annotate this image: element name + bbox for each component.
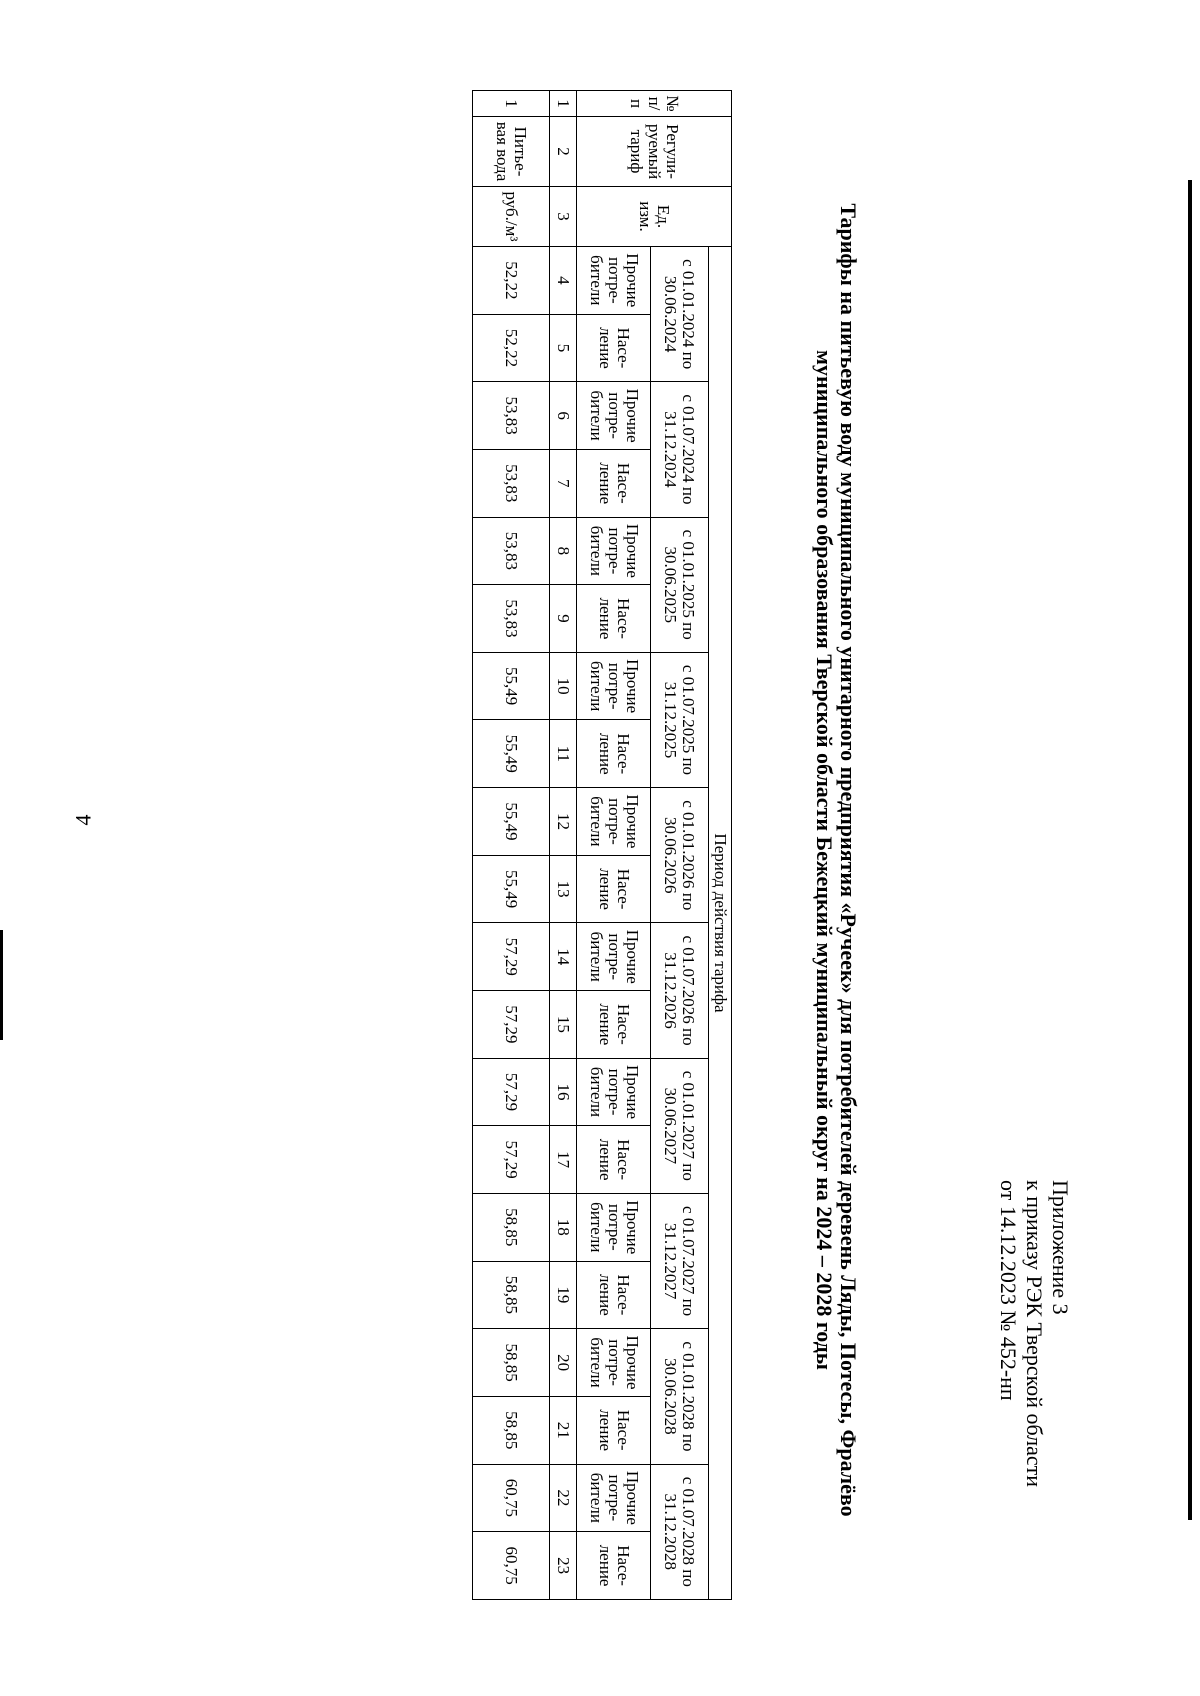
period-range: с 01.01.2024 по 30.06.2024 [650,247,708,382]
period-range: с 01.01.2028 по 30.06.2028 [650,1329,708,1464]
column-number: 1 [550,91,577,117]
tariff-value: 55,49 [473,652,550,720]
tariff-value: 60,75 [473,1532,550,1600]
column-number: 14 [550,923,577,991]
column-number: 20 [550,1329,577,1397]
subheader-population: Насе-ление [577,1261,650,1329]
column-number: 19 [550,1261,577,1329]
period-range: с 01.07.2024 по 31.12.2024 [650,382,708,517]
period-range: с 01.07.2026 по 31.12.2026 [650,923,708,1058]
header-tariff: Регули-руемый тариф [577,117,732,187]
tariff-value: 53,83 [473,585,550,653]
subheader-other: Прочие потре-бители [577,652,650,720]
subheader-other: Прочие потре-бители [577,1464,650,1532]
period-range: с 01.01.2025 по 30.06.2025 [650,517,708,652]
tariff-value: 57,29 [473,991,550,1059]
subheader-population: Насе-ление [577,855,650,923]
tariff-value: 58,85 [473,1193,550,1261]
column-number: 11 [550,720,577,788]
period-range: с 01.01.2026 по 30.06.2026 [650,788,708,923]
tariff-value: 53,83 [473,382,550,450]
subheader-population: Насе-ление [577,1126,650,1194]
tariff-value: 53,83 [473,517,550,585]
row-unit: руб./м³ [473,187,550,247]
subheader-other: Прочие потре-бители [577,382,650,450]
column-number: 23 [550,1532,577,1600]
tariff-value: 52,22 [473,247,550,315]
column-number: 21 [550,1396,577,1464]
page-number: 4 [70,814,96,826]
header-no: № п/п [577,91,732,117]
period-range: с 01.07.2025 по 31.12.2025 [650,652,708,787]
subheader-other: Прочие потре-бители [577,517,650,585]
column-number: 15 [550,991,577,1059]
column-number: 5 [550,314,577,382]
document-title [812,70,860,1650]
column-number: 3 [550,187,577,247]
column-number: 12 [550,788,577,856]
tariff-value: 52,22 [473,314,550,382]
column-number: 7 [550,449,577,517]
appendix-block [980,70,1120,1650]
tariff-value: 58,85 [473,1329,550,1397]
column-number: 17 [550,1126,577,1194]
scan-edge-line [1188,180,1192,1520]
column-number: 2 [550,117,577,187]
subheader-population: Насе-ление [577,1532,650,1600]
period-range: с 01.07.2028 по 31.12.2028 [650,1464,708,1599]
subheader-population: Насе-ление [577,449,650,517]
column-number: 16 [550,1058,577,1126]
subheader-other: Прочие потре-бители [577,247,650,315]
subheader-other: Прочие потре-бители [577,1329,650,1397]
tariff-value: 57,29 [473,1058,550,1126]
column-number: 18 [550,1193,577,1261]
subheader-population: Насе-ление [577,314,650,382]
column-number: 22 [550,1464,577,1532]
scan-edge-mark [0,930,3,1040]
title-line-1: Тарифы на питьевую воду муниципального унитарного предприятия «Ручеек» для потребителей деревень Ляды, Потесы, Фралёво [836,203,861,1517]
column-number: 10 [550,652,577,720]
appendix-order: к приказу РЭК Тверской области [1022,1180,1047,1488]
tariff-value: 57,29 [473,923,550,991]
tariff-table [472,90,732,1600]
period-range: с 01.01.2027 по 30.06.2027 [650,1058,708,1193]
subheader-population: Насе-ление [577,991,650,1059]
period-range: с 01.07.2027 по 31.12.2027 [650,1193,708,1328]
subheader-other: Прочие потре-бители [577,923,650,991]
tariff-value: 53,83 [473,449,550,517]
title-line-2: муниципального образования Тверской области Бежецкий муниципальный округ на 2024 – 2028 годы [812,350,837,1370]
subheader-other: Прочие потре-бители [577,1058,650,1126]
tariff-value: 55,49 [473,720,550,788]
subheader-other: Прочие потре-бители [577,788,650,856]
tariff-value: 58,85 [473,1396,550,1464]
column-number: 4 [550,247,577,315]
subheader-population: Насе-ление [577,720,650,788]
subheader-other: Прочие потре-бители [577,1193,650,1261]
row-tariff: Питье-вая вода [473,117,550,187]
tariff-value: 55,49 [473,855,550,923]
header-unit: Ед. изм. [577,187,732,247]
row-no: 1 [473,91,550,117]
tariff-value: 60,75 [473,1464,550,1532]
subheader-population: Насе-ление [577,585,650,653]
column-number: 9 [550,585,577,653]
tariff-value: 57,29 [473,1126,550,1194]
appendix-title: Приложение 3 [1048,1180,1073,1315]
rotated-document [80,70,1120,1650]
column-number: 13 [550,855,577,923]
tariff-value: 55,49 [473,788,550,856]
column-number: 6 [550,382,577,450]
column-number: 8 [550,517,577,585]
subheader-population: Насе-ление [577,1396,650,1464]
header-period: Период действия тарифа [709,247,732,1600]
tariff-value: 58,85 [473,1261,550,1329]
appendix-date: от 14.12.2023 № 452-нп [996,1180,1021,1401]
